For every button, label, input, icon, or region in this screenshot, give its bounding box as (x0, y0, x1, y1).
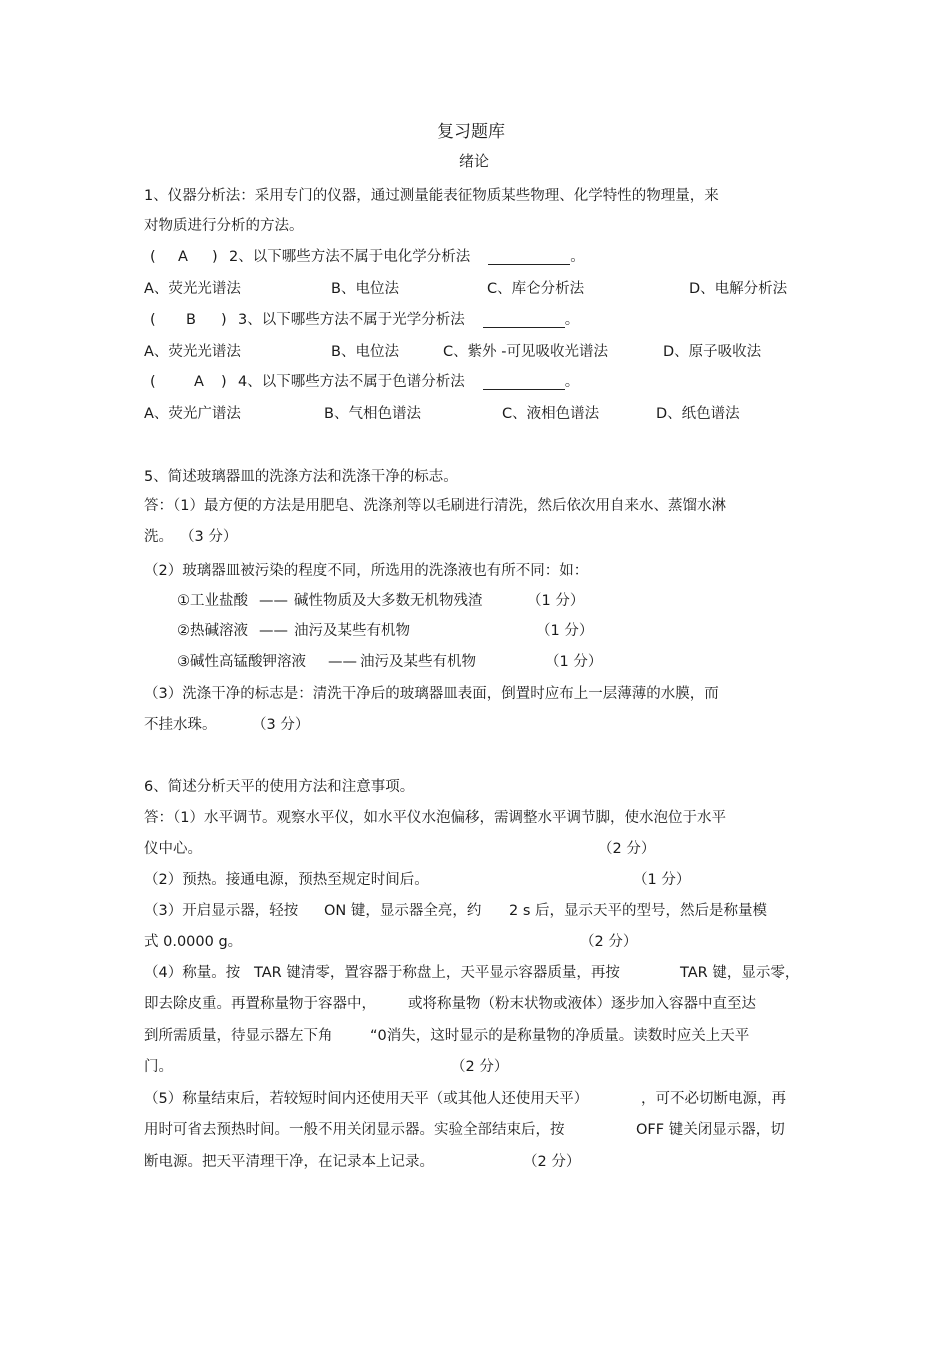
q6-a5-line2b: OFF 键关闭显示器，切 (636, 1122, 785, 1138)
q1-line1: 1、仪器分析法：采用专门的仪器，通过测量能表征物质某些物理、化学特性的物理量，来 (144, 188, 719, 204)
q5-item-1-dash: —— (259, 593, 288, 609)
q5-a1-line1: 答：（1）最方便的方法是用肥皂、洗涤剂等以毛刷进行清洗，然后依次用自来水、蒸馏水淋 (144, 498, 726, 514)
q4-option-b: B、气相色谱法 (324, 406, 421, 422)
q5-item-3-dash: —— (328, 654, 357, 670)
q2-option-b: B、电位法 (331, 281, 399, 297)
q5-question: 5、简述玻璃器皿的洗涤方法和洗涤干净的标志。 (144, 469, 458, 485)
q5-a3-line2: 不挂水珠。 (144, 717, 217, 733)
q3-blank (483, 315, 565, 328)
q4-paren-open: ( (150, 374, 156, 390)
q4-text (238, 375, 579, 390)
q3-answer: B (186, 312, 196, 328)
q6-a5-line1a: （5）称量结束后，若较短时间内还使用天平（或其他人还使用天平） (144, 1091, 589, 1107)
q5-a1-score: （3 分） (180, 529, 238, 545)
q2-end: 。 (570, 249, 585, 265)
q2-text (229, 250, 585, 265)
q6-a4-part2: TAR 键清零，置容器于称盘上，天平显示容器质量，再按 (254, 965, 620, 981)
q2-paren-close: ) (212, 249, 218, 265)
q6-a3-part3: 2 s 后，显示天平的型号，然后是称量模 (509, 903, 767, 919)
q5-item-1-name: ①工业盐酸 (177, 593, 248, 609)
q6-a1-score: （2 分） (598, 841, 656, 857)
q5-a3-line1: （3）洗涤干净的标志是：清洗干净后的玻璃器皿表面，倒置时应布上一层薄薄的水膜，而 (144, 686, 719, 702)
q6-a4-line2a: 即去除皮重。再置称量物于容器中， (144, 996, 376, 1012)
q6-a1-line1: 答：（1）水平调节。观察水平仪，如水平仪水泡偏移，需调整水平调节脚，使水泡位于水平 (144, 810, 726, 826)
q6-a3-score: （2 分） (580, 934, 638, 950)
q3-paren-close: ) (221, 312, 227, 328)
q3-question: 3、以下哪些方法不属于光学分析法 (238, 312, 465, 328)
q6-a5-line1b: ，可不必切断电源，再 (641, 1091, 786, 1107)
q6-a4-part3: TAR 键，显示零， (680, 965, 800, 981)
q6-a2-score: （1 分） (633, 872, 691, 888)
q3-paren-open: ( (150, 312, 156, 328)
q4-question: 4、以下哪些方法不属于色谱分析法 (238, 374, 465, 390)
q4-option-c: C、液相色谱法 (502, 406, 600, 422)
q6-a3-line2: 式 0.0000 g。 (144, 934, 243, 950)
q5-item-1-score: （1 分） (527, 593, 585, 609)
q2-answer: A (178, 249, 188, 265)
q5-item-1-desc: 碱性物质及大多数无机物残渣 (294, 593, 483, 609)
q5-a3-score: （3 分） (252, 717, 310, 733)
q4-option-a: A、荧光广谱法 (144, 406, 241, 422)
q3-text (238, 313, 579, 328)
q5-item-2-dash: —— (259, 623, 288, 639)
q6-a4-line2b: 或将称量物（粉末状物或液体）逐步加入容器中直至达 (408, 996, 756, 1012)
q6-a4-line3a: 到所需质量，待显示器左下角 (144, 1028, 333, 1044)
q5-item-2-desc: 油污及某些有机物 (294, 623, 410, 639)
q6-a4-line3b: “0消失，这时显示的是称量物的净质量。读数时应关上天平 (370, 1028, 750, 1044)
q4-option-d: D、纸色谱法 (656, 406, 740, 422)
q5-item-3-desc: 油污及某些有机物 (360, 654, 476, 670)
q6-a4-score: （2 分） (451, 1059, 509, 1075)
q5-a2-intro: （2）玻璃器皿被污染的程度不同，所选用的洗涤液也有所不同：如： (144, 563, 589, 579)
q6-a3-part2: ON 键，显示器全亮，约 (324, 903, 482, 919)
q3-option-a: A、荧光光谱法 (144, 344, 241, 360)
q3-option-c: C、紫外 -可见吸收光谱法 (443, 344, 608, 360)
q3-option-d: D、原子吸收法 (663, 344, 762, 360)
q1-line2: 对物质进行分析的方法。 (144, 218, 304, 234)
q4-blank (483, 377, 565, 390)
q6-a5-line3: 断电源。把天平清理干净，在记录本上记录。 (144, 1154, 434, 1170)
page-title: 复习题库 (437, 122, 505, 142)
q6-a4-part1: （4）称量。按 (144, 965, 241, 981)
q6-a1-line2: 仪中心。 (144, 841, 202, 857)
q5-a1-line2: 洗。 (144, 529, 173, 545)
q3-option-b: B、电位法 (331, 344, 399, 360)
q5-item-2-name: ②热碱溶液 (177, 623, 248, 639)
q2-option-d: D、电解分析法 (689, 281, 788, 297)
q5-item-2-score: （1 分） (536, 623, 594, 639)
q6-a3-part1: （3）开启显示器，轻按 (144, 903, 299, 919)
q2-paren-open: ( (150, 249, 156, 265)
q2-option-c: C、库仑分析法 (487, 281, 585, 297)
q2-blank (488, 252, 570, 265)
q5-item-3-name: ③碱性高锰酸钾溶液 (177, 654, 306, 670)
q2-option-a: A、荧光光谱法 (144, 281, 241, 297)
q3-end: 。 (564, 312, 580, 328)
q4-end: 。 (564, 374, 580, 390)
section-subtitle: 绪论 (459, 152, 490, 170)
q6-a5-score: （2 分） (523, 1154, 581, 1170)
q2-question: 2、以下哪些方法不属于电化学分析法 (229, 249, 471, 265)
q5-item-3-score: （1 分） (545, 654, 603, 670)
q4-paren-close: ) (221, 374, 227, 390)
q4-answer: A (194, 374, 204, 390)
q6-a4-line4: 门。 (144, 1059, 173, 1075)
q6-a2: （2）预热。接通电源，预热至规定时间后。 (144, 872, 429, 888)
q6-question: 6、简述分析天平的使用方法和注意事项。 (144, 779, 415, 795)
q6-a5-line2a: 用时可省去预热时间。一般不用关闭显示器。实验全部结束后，按 (144, 1122, 565, 1138)
